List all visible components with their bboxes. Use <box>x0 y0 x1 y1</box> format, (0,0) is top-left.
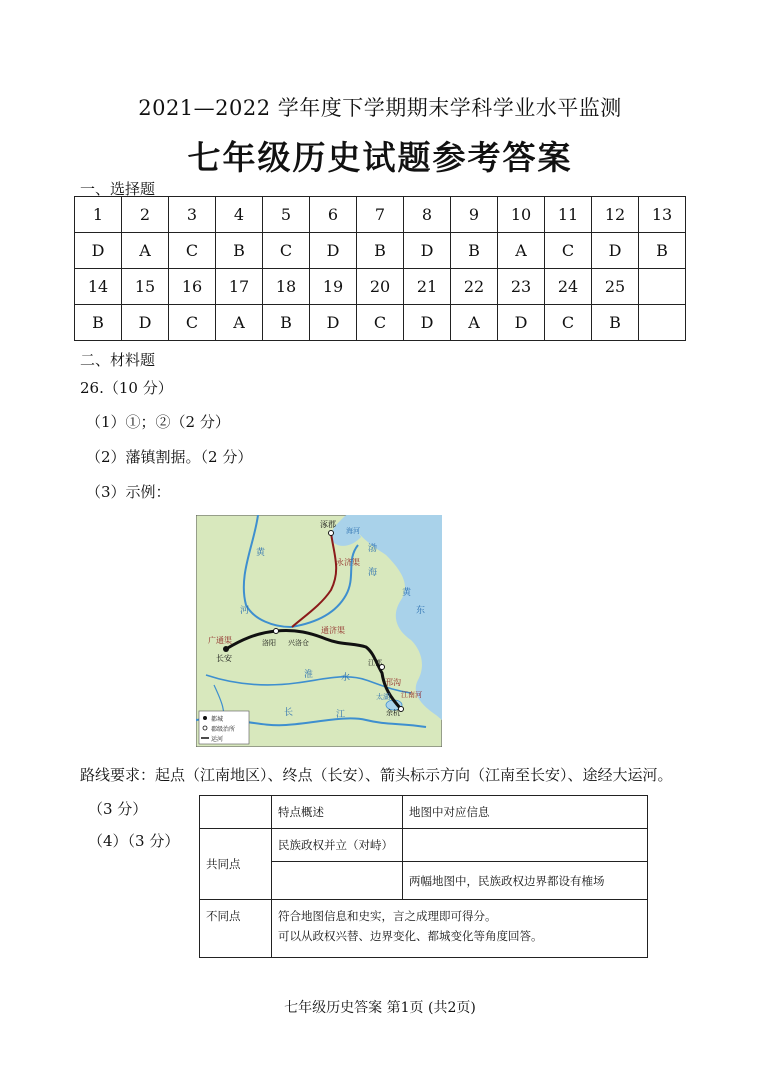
label-hanqu: 邗沟 <box>385 678 401 687</box>
cmp-common-feature-2 <box>272 862 403 900</box>
answer-letter-cell: B <box>75 305 122 341</box>
question-number-cell: 2 <box>122 197 169 233</box>
cmp-diff-label: 不同点 <box>200 900 272 958</box>
zhuojun-marker <box>329 531 334 536</box>
label-hai: 海 <box>368 568 378 578</box>
question-number-cell: 14 <box>75 269 122 305</box>
question-number-cell: 6 <box>310 197 357 233</box>
cmp-common-feature-1: 民族政权并立（对峙） <box>272 829 403 862</box>
cmp-common-label: 共同点 <box>200 829 272 900</box>
legend-capital: 都城 <box>211 716 224 723</box>
answer-letter-cell: D <box>310 305 357 341</box>
label-xingluocang: 兴洛仓 <box>288 639 309 647</box>
answer-letter-cell: D <box>404 305 451 341</box>
label-donghai: 东 <box>416 606 426 616</box>
question-number-cell: 23 <box>498 269 545 305</box>
answer-letter-cell: A <box>451 305 498 341</box>
answer-table-row <box>75 305 686 341</box>
question-number-cell: 16 <box>169 269 216 305</box>
question-number-cell: 11 <box>545 197 592 233</box>
label-changan: 长安 <box>216 654 232 663</box>
label-guangtongqu: 广通渠 <box>208 636 232 645</box>
label-river-huai: 淮 <box>304 670 314 680</box>
answer-table-row <box>75 197 686 233</box>
legend-canal: 运河 <box>211 736 224 743</box>
answer-letter-cell: D <box>75 233 122 269</box>
score-part-3: （3 分） <box>88 800 148 818</box>
page-title: 七年级历史试题参考答案 <box>187 138 573 177</box>
luoyang-marker <box>274 629 279 634</box>
answer-letter-cell <box>639 305 686 341</box>
label-jiangnanhe: 江南河 <box>401 691 422 699</box>
answer-letter-cell: D <box>592 233 639 269</box>
label-river-jiang: 江 <box>336 710 346 720</box>
exam-subtitle: 2021—2022 学年度下学期期末学科学业水平监测 <box>138 96 622 120</box>
cmp-diff-line-2: 可以从政权兴替、边界变化、都城变化等角度回答。 <box>278 929 543 943</box>
question-number-cell: 12 <box>592 197 639 233</box>
label-river-chang: 长 <box>284 708 294 718</box>
question-number-cell: 4 <box>216 197 263 233</box>
answer-letter-cell: C <box>169 305 216 341</box>
label-luoyang: 洛阳 <box>262 639 276 647</box>
answer-letter-cell: A <box>216 305 263 341</box>
label-river-he: 河 <box>240 606 250 616</box>
section-heading-choice: 一、选择题 <box>80 180 156 198</box>
answer-table-row <box>75 269 686 305</box>
answer-letter-cell: B <box>639 233 686 269</box>
legend-prefecture-icon <box>203 726 207 730</box>
answer-part-4: （4）（3 分） <box>88 832 180 850</box>
answer-letter-cell: C <box>545 233 592 269</box>
label-river-shui: 水 <box>341 673 351 683</box>
answer-letter-cell: D <box>122 305 169 341</box>
route-requirement: 路线要求：起点（江南地区）、终点（长安）、箭头标示方向（江南至长安）、途经大运河。 <box>80 766 673 784</box>
answer-part-1: （1）①；②（2 分） <box>86 413 230 431</box>
changan-marker <box>223 646 229 652</box>
answer-letter-cell: B <box>451 233 498 269</box>
question-number-cell: 1 <box>75 197 122 233</box>
answer-letter-cell: C <box>545 305 592 341</box>
question-number-cell: 9 <box>451 197 498 233</box>
question-number-cell: 25 <box>592 269 639 305</box>
question-number-cell: 17 <box>216 269 263 305</box>
answer-letter-cell: C <box>169 233 216 269</box>
question-number-cell: 22 <box>451 269 498 305</box>
cmp-header-mapinfo: 地图中对应信息 <box>403 796 648 829</box>
answer-letter-cell: B <box>592 305 639 341</box>
cmp-diff-line-1: 符合地图信息和史实，言之成理即可得分。 <box>278 909 497 923</box>
cmp-common-info-2: 两幅地图中，民族政权边界都设有榷场 <box>403 862 648 900</box>
answer-letter-cell: C <box>357 305 404 341</box>
label-yuhang: 余杭 <box>386 709 400 717</box>
question-number-cell: 8 <box>404 197 451 233</box>
legend-capital-icon <box>203 716 207 720</box>
question-number-cell: 15 <box>122 269 169 305</box>
question-number-cell: 13 <box>639 197 686 233</box>
answer-table-row <box>75 233 686 269</box>
label-yongjiqu: 永济渠 <box>336 558 360 567</box>
answer-letter-cell: B <box>263 305 310 341</box>
label-bohai: 渤 <box>368 544 378 554</box>
label-huanghai: 黄 <box>402 588 412 598</box>
question-26-heading: 26.（10 分） <box>80 379 173 397</box>
answer-letter-cell: D <box>310 233 357 269</box>
answer-letter-cell: D <box>498 305 545 341</box>
question-number-cell: 3 <box>169 197 216 233</box>
answer-letter-cell: A <box>498 233 545 269</box>
answer-letter-cell: D <box>404 233 451 269</box>
label-jiangdu: 江都 <box>368 659 382 667</box>
question-number-cell: 21 <box>404 269 451 305</box>
question-number-cell: 7 <box>357 197 404 233</box>
cmp-header-blank <box>200 796 272 829</box>
page-footer: 七年级历史答案 第1页 (共2页) <box>284 1000 476 1016</box>
label-zhuojun: 涿郡 <box>320 520 336 529</box>
label-taihu: 太湖 <box>376 693 390 701</box>
question-number-cell: 18 <box>263 269 310 305</box>
answer-letter-cell: B <box>357 233 404 269</box>
label-haihe: 海河 <box>346 527 360 535</box>
cmp-header-feature: 特点概述 <box>272 796 403 829</box>
cmp-diff-cell <box>272 900 648 958</box>
answer-letter-cell: A <box>122 233 169 269</box>
question-number-cell <box>639 269 686 305</box>
comparison-table <box>199 795 648 958</box>
grand-canal-map <box>196 515 442 747</box>
label-tongjiqu: 通济渠 <box>321 626 345 635</box>
question-number-cell: 19 <box>310 269 357 305</box>
answer-letter-cell: C <box>263 233 310 269</box>
answer-part-2: （2）藩镇割据。（2 分） <box>86 448 253 466</box>
answer-letter-cell: B <box>216 233 263 269</box>
question-number-cell: 24 <box>545 269 592 305</box>
cmp-common-info-1 <box>403 829 648 862</box>
question-number-cell: 20 <box>357 269 404 305</box>
legend-prefecture: 郡级治所 <box>211 726 236 733</box>
label-river-yellow: 黄 <box>256 548 266 558</box>
question-number-cell: 5 <box>263 197 310 233</box>
answer-part-3: （3）示例： <box>86 483 171 501</box>
question-number-cell: 10 <box>498 197 545 233</box>
answer-table <box>74 196 686 341</box>
section-heading-material: 二、材料题 <box>80 351 156 369</box>
